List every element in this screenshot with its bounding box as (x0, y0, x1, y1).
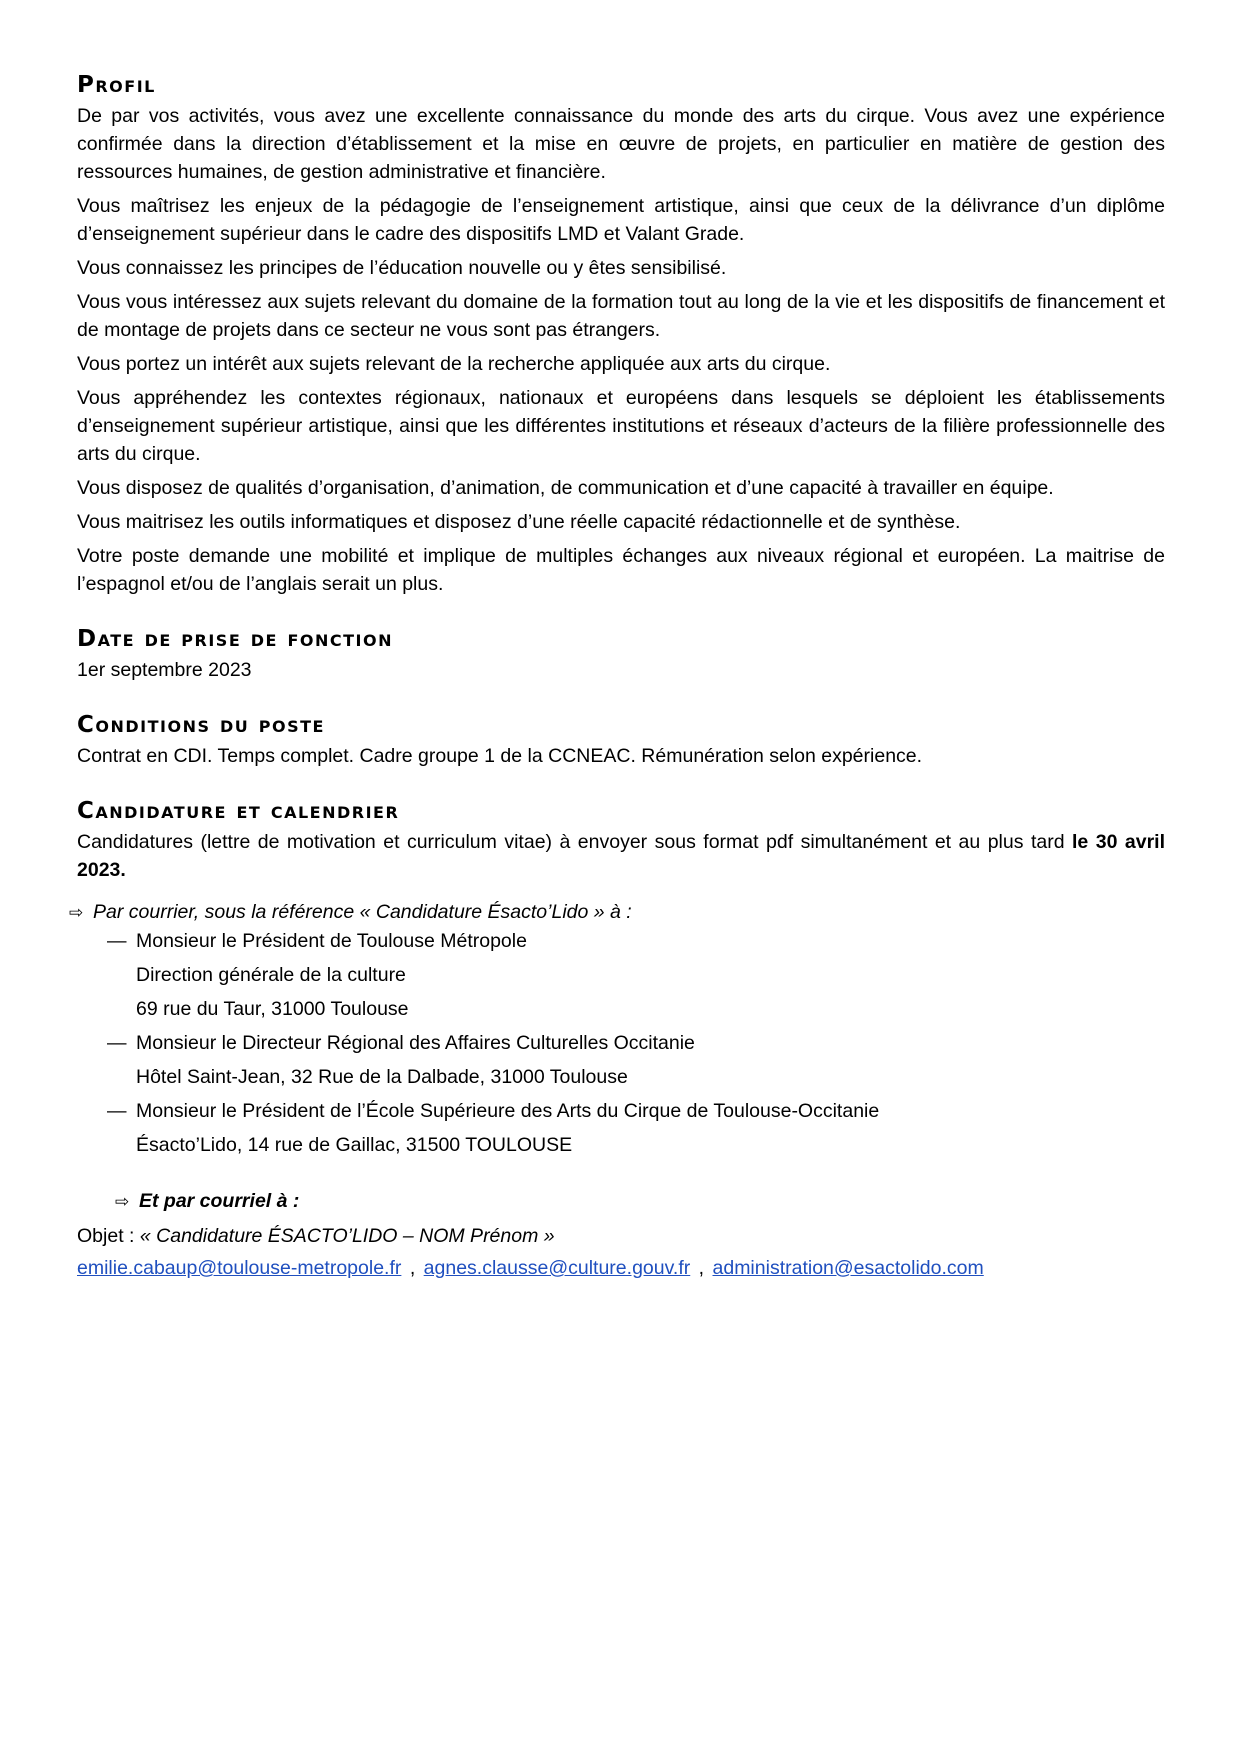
objet-value: « Candidature ÉSACTO’LIDO – NOM Prénom » (139, 1225, 555, 1247)
candidature-text (77, 828, 1165, 884)
conditions-text: Contrat en CDI. Temps complet. Cadre groupe 1 de la CCNEAC. Rémunération selon expérience. (77, 745, 923, 767)
recipient-address-line: Hôtel Saint-Jean, 32 Rue de la Dalbade, 31000 Toulouse (136, 1066, 628, 1088)
email-link-administration[interactable]: administration@esactolido.com (712, 1257, 984, 1279)
profil-paragraph: Vous appréhendez les contextes régionaux, nationaux et européens dans lesquels se déploient les établissements d’enseignement supérieur artistique, ainsi que les différentes institutions et réseaux d’acteurs de la filière professionnelle des arts du cirque. (77, 387, 1165, 465)
courriel-block (77, 1187, 1165, 1282)
recipient-name (107, 927, 1165, 955)
profil-heading: Profil (77, 72, 156, 98)
email-link-clausse[interactable]: agnes.clausse@culture.gouv.fr (423, 1257, 691, 1279)
profil-paragraph: Vous vous intéressez aux sujets relevant du domaine de la formation tout au long de la vie et les dispositifs de financement et de montage de projets dans ce secteur ne vous sont pas étrangers. (77, 291, 1165, 341)
recipient-address-line: 69 rue du Taur, 31000 Toulouse (136, 998, 409, 1020)
date-prise-heading: Date de prise de fonction (77, 626, 394, 652)
courrier-block (69, 898, 1165, 1159)
right-arrow-icon: ⇨ (69, 903, 84, 922)
profil-paragraph: Vous maitrisez les outils informatiques et disposez d’une réelle capacité rédactionnelle et de synthèse. (77, 511, 961, 533)
recipient-name (107, 1097, 1165, 1125)
courrier-intro (69, 898, 1165, 927)
section-date-prise (77, 624, 1165, 684)
recipient (77, 927, 1165, 1023)
recipient-name (107, 1029, 1165, 1057)
recipient-address-line: Direction générale de la culture (136, 964, 406, 986)
section-profil (77, 70, 1165, 598)
profil-paragraph: Vous portez un intérêt aux sujets relevant de la recherche appliquée aux arts du cirque. (77, 353, 831, 375)
dash-icon: — (107, 1100, 127, 1122)
email-separator: , (409, 1257, 416, 1279)
document-page (69, 70, 1166, 1288)
section-candidature (77, 796, 1165, 884)
email-link-cabaup[interactable]: emilie.cabaup@toulouse-metropole.fr (77, 1257, 402, 1279)
courriel-intro-text: Et par courriel à : (139, 1190, 300, 1212)
courriel-intro (77, 1187, 1165, 1216)
recipient-name-text: Monsieur le Directeur Régional des Affaires Culturelles Occitanie (136, 1032, 695, 1054)
recipient (77, 1029, 1165, 1091)
candidature-deadline: le 30 avril 2023. (77, 831, 1166, 881)
profil-paragraph: Vous maîtrisez les enjeux de la pédagogie de l’enseignement artistique, ainsi que ceux de la délivrance d’un diplôme d’enseignement supérieur dans le cadre des dispositifs LMD et Valant Grade. (77, 195, 1165, 245)
recipient (77, 1097, 1165, 1159)
candidature-heading: Candidature et calendrier (77, 798, 400, 824)
email-separator: , (698, 1257, 705, 1279)
profil-paragraph: Vous connaissez les principes de l’éducation nouvelle ou y êtes sensibilisé. (77, 257, 727, 279)
candidature-text-start: Candidatures (lettre de motivation et curriculum vitae) à envoyer sous format pdf simultanément et au plus tard (77, 831, 1073, 853)
right-arrow-icon: ⇨ (115, 1192, 130, 1211)
profil-paragraph: De par vos activités, vous avez une excellente connaissance du monde des arts du cirque. Vous avez une expérience confirmée dans la direction d’établissement et la mise en œuvre de projets, en particulier en matière de gestion des ressources humaines, de gestion administrative et financière. (77, 105, 1165, 183)
courriel-objet (77, 1222, 1165, 1250)
profil-paragraph: Votre poste demande une mobilité et implique de multiples échanges aux niveaux régional et européen. La maitrise de l’espagnol et/ou de l’anglais serait un plus. (77, 545, 1165, 595)
courrier-intro-text: Par courrier, sous la référence « Candidature Ésacto’Lido » à : (93, 901, 632, 923)
objet-label: Objet : (77, 1225, 140, 1247)
dash-icon: — (107, 930, 127, 952)
date-prise-text: 1er septembre 2023 (77, 659, 252, 681)
email-list (77, 1254, 1165, 1282)
recipient-name-text: Monsieur le Président de Toulouse Métropole (136, 930, 527, 952)
recipient-name-text: Monsieur le Président de l’École Supérieure des Arts du Cirque de Toulouse-Occitanie (136, 1100, 880, 1122)
profil-paragraph: Vous disposez de qualités d’organisation, d’animation, de communication et d’une capacité à travailler en équipe. (77, 477, 1054, 499)
conditions-heading: Conditions du poste (77, 712, 325, 738)
dash-icon: — (107, 1032, 127, 1054)
recipient-address-line: Ésacto’Lido, 14 rue de Gaillac, 31500 TOULOUSE (136, 1134, 573, 1156)
section-conditions (77, 710, 1165, 770)
